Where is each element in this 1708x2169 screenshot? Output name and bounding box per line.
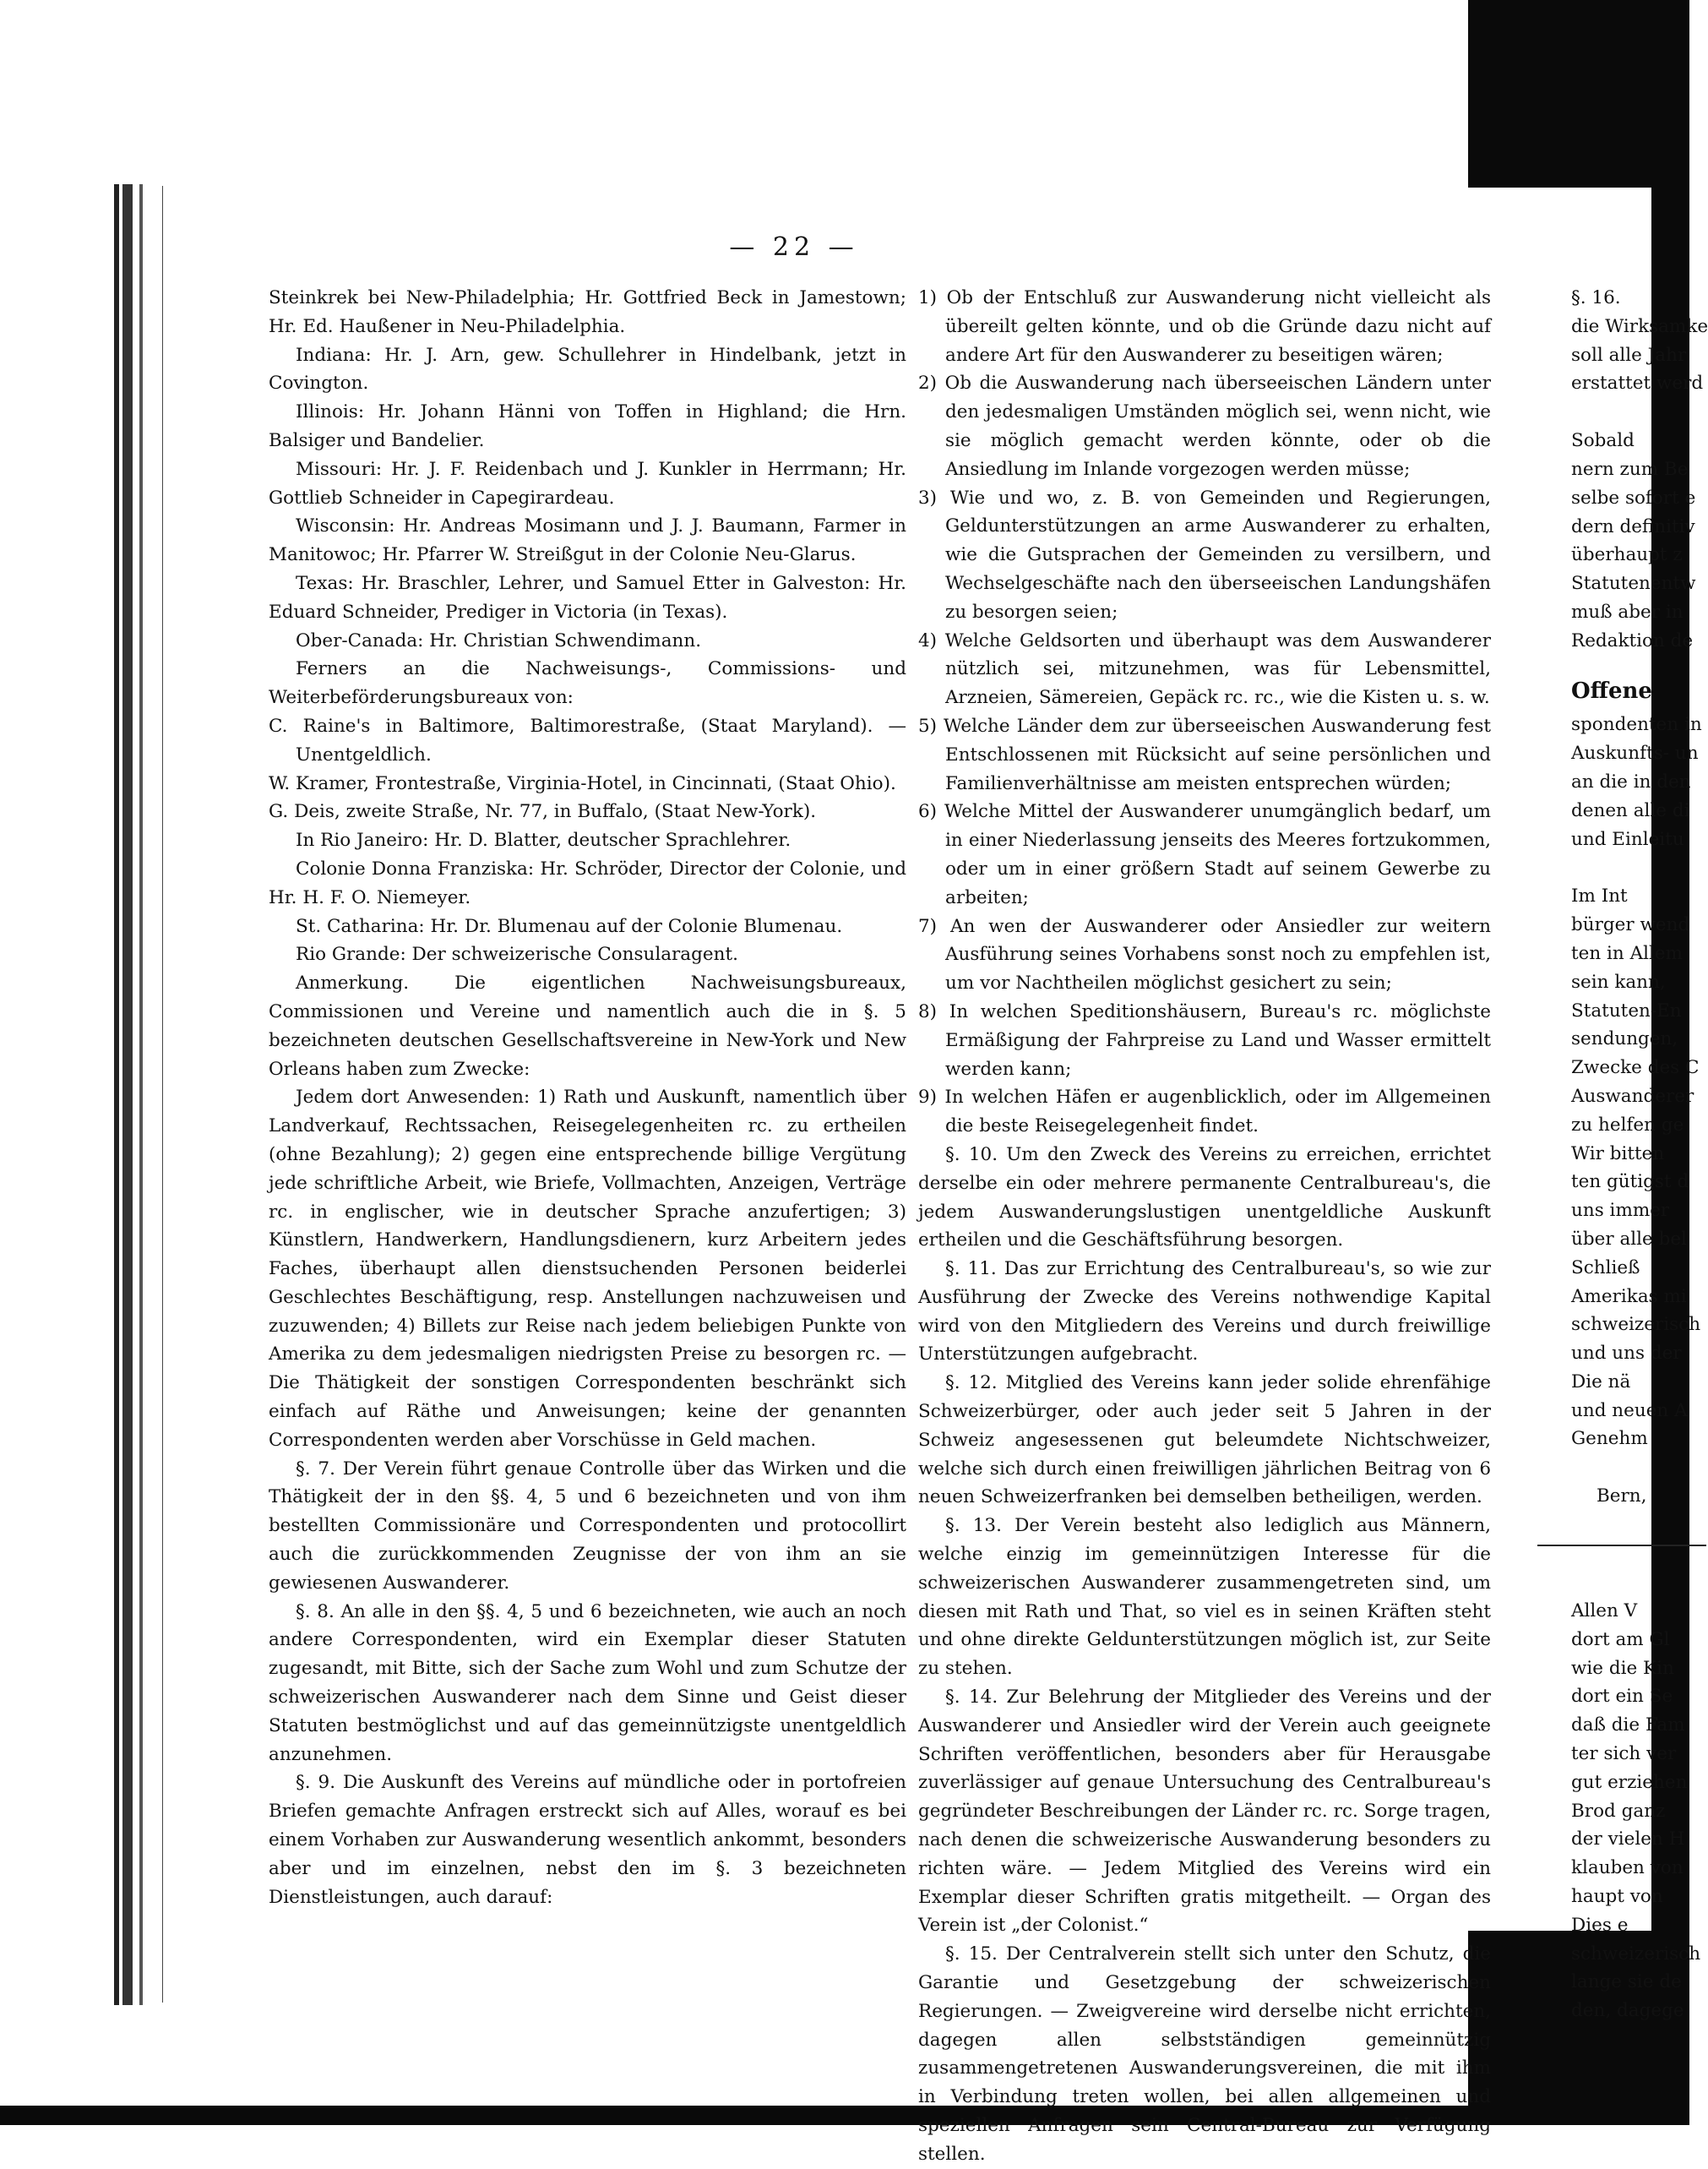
page-number: — 22 —: [729, 232, 859, 262]
paragraph: Colonie Donna Franziska: Hr. Schröder, Director der Colonie, und Hr. H. F. O. Niemeyer.: [269, 858, 906, 908]
text-line: den, dagege: [1571, 2000, 1684, 2022]
paragraph: C. Raine's in Baltimore, Baltimorestraße, (Staat Maryland). — Unentgeldlich.: [269, 715, 906, 766]
paragraph: Ober-Canada: Hr. Christian Schwendimann.: [296, 629, 702, 651]
paragraph: Ferners an die Nachweisungs-, Commissions- und Weiterbeförderungsbureaux von:: [269, 658, 906, 709]
text-line: schweizerisch: [1571, 1943, 1701, 1965]
paragraph: §. 13. Der Verein besteht also lediglich aus Männern, welche einzig im gemeinnützigen Interesse für die schweizerischen Auswanderer zusammengetreten sind, um diesen mit Rath und That, so viel es in seinen Kräften steht und ohne direkte Geldunterstützungen möglich ist, zur Seite zu stehen.: [918, 1515, 1491, 1680]
paragraph: §. 12. Mitglied des Vereins kann jeder solide ehrenfähige Schweizerbürger, oder auch jeder seit 5 Jahren in der Schweiz angesessenen gut beleumdete Nichtschweizer, welche sich durch einen freiwilligen jährlichen Beitrag von 6 neuen Schweizerfranken bei demselben betheiligen, werden.: [918, 1372, 1491, 1508]
paragraph: §. 11. Das zur Errichtung des Centralbureau's, so wie zur Ausführung der Zwecke des Vereins nothwendige Kapital wird von den Mitgliedern des Vereins und durch freiwillige Unterstützungen aufgebracht.: [918, 1258, 1491, 1365]
right-block-im-interesse: [1571, 882, 1701, 1453]
text-line: und uns der: [1571, 1343, 1682, 1365]
text-line: gut erziehen: [1571, 1771, 1688, 1793]
text-line: lange sie de: [1571, 1971, 1682, 1993]
paragraph: G. Deis, zweite Straße, Nr. 77, in Buffalo, (Staat New-York).: [269, 801, 817, 823]
paragraph: §. 15. Der Centralverein stellt sich unter den Schutz, die Garantie und Gesetzgebung der schweizerischen Regierungen. — Zweigvereine wird derselbe nicht errichten, dagegen allen selbstständigen gemeinnützig zusammengetretenen Auswanderungsvereinen, die mit ihm in Verbindung treten wollen, bei allen allgemeinen und speziellen Anfragen sein Central-Bureau zur Verfügung stellen.: [918, 1943, 1491, 2165]
paragraph: §. 8. An alle in den §§. 4, 5 und 6 bezeichneten, wie auch an noch andere Correspondenten, wird ein Exemplar dieser Statuten zugesandt, mit Bitte, sich der Sache zum Wohl und zum Schutze der schweizerischen Auswanderer nach dem Sinne und Geist dieser Statuten bestmöglichst und auf das gemeinnützigste unentgeldlich anzunehmen.: [269, 1600, 906, 1765]
paragraph: Missouri: Hr. J. F. Reidenbach und J. Kunkler in Herrmann; Hr. Gottlieb Schneider in Capegirardeau.: [269, 458, 906, 509]
text-line: Zwecke des C: [1571, 1057, 1700, 1079]
paragraph: W. Kramer, Frontestraße, Virginia-Hotel, in Cincinnati, (Staat Ohio).: [269, 772, 896, 794]
text-line: Im Int: [1571, 886, 1628, 907]
text-line: Dies e: [1571, 1914, 1629, 1936]
paragraph: Wisconsin: Hr. Andreas Mosimann und J. J. Baumann, Farmer in Manitowoc; Hr. Pfarrer W. Streißgut in der Colonie Neu-Glarus.: [269, 515, 906, 566]
paragraph: §. 7. Der Verein führt genaue Controlle über das Wirken und die Thätigkeit der in den §§. 4, 5 und 6 bezeichneten und von ihm bestellten Commissionäre und Correspondenten und protocollirt auch die zurückkommenden Zeugnisse der von ihm an sie gewiesenen Auswanderer.: [269, 1458, 906, 1594]
text-line: uns immer: [1571, 1200, 1670, 1222]
paragraph: 8) In welchen Speditionshäusern, Bureau's rc. möglichste Ermäßigung der Fahrpreise zu Land und Wasser ermittelt werden kann;: [918, 1000, 1491, 1080]
text-line: Die nä: [1571, 1371, 1631, 1392]
paragraph: Illinois: Hr. Johann Hänni von Toffen in Highland; die Hrn. Balsiger und Bandelier.: [269, 401, 906, 451]
text-line: ten in Allem: [1571, 942, 1683, 964]
text-line: ten gütigst d: [1571, 1171, 1689, 1193]
text-line: Amerikas mi: [1571, 1285, 1687, 1307]
text-line: über alle bel: [1571, 1228, 1687, 1250]
text-line: Sobald: [1571, 430, 1635, 452]
paragraph: Rio Grande: Der schweizerische Consularagent.: [296, 944, 738, 966]
right-block-spondenten: [1571, 711, 1702, 853]
text-line: Allen V: [1571, 1600, 1638, 1622]
paragraph: 4) Welche Geldsorten und überhaupt was dem Auswanderer nützlich sei, mitzunehmen, was für Lebensmittel, Arzneien, Sämereien, Gepäck rc. rc., wie die Kisten u. s. w.: [918, 629, 1491, 709]
text-line: der vielen H: [1571, 1828, 1685, 1850]
text-line: nern zum Be: [1571, 458, 1689, 480]
text-line: ter sich ver: [1571, 1743, 1677, 1765]
paragraph: St. Catharina: Hr. Dr. Blumenau auf der Colonie Blumenau.: [296, 915, 843, 937]
text-line: spondenten in: [1571, 714, 1702, 736]
left-text-column: [269, 284, 906, 1911]
paragraph: Texas: Hr. Braschler, Lehrer, und Samuel Etter in Galveston: Hr. Eduard Schneider, Prediger in Victoria (in Texas).: [269, 572, 906, 623]
text-line: dort ein Se: [1571, 1686, 1673, 1708]
text-line: sein kann,: [1571, 971, 1666, 993]
paragraph: §. 10. Um den Zweck des Vereins zu erreichen, errichtet derselbe ein oder mehrere permanente Centralbureau's, die jedem Auswanderungslustigen unentgeldliche Auskunft ertheilen und die Geschäftsführung besorgen.: [918, 1143, 1491, 1251]
paragraph: 2) Ob die Auswanderung nach überseeischen Ländern unter den jedesmaligen Umständen möglich sei, wenn nicht, wie sie möglich gemacht werden könnte, oder ob die Ansiedlung im Inlande vorgezogen werden müsse;: [918, 373, 1491, 480]
text-line: Redaktion de: [1571, 629, 1694, 651]
text-line: Brod ganz: [1571, 1800, 1666, 1822]
text-line: denen alle di: [1571, 799, 1690, 821]
page-edge: [162, 186, 163, 2003]
text-line: selbe sofort e: [1571, 487, 1696, 509]
text-line: wie die Kin: [1571, 1657, 1674, 1679]
right-block-allen: [1571, 1597, 1701, 2025]
paragraph: 5) Welche Länder dem zur überseeischen Auswanderung fest Entschlossenen mit Rücksicht auf seine persönlichen und Familienverhältnisse am meisten entsprechen würden;: [918, 715, 1491, 794]
text-line: Statuten-En: [1571, 1000, 1682, 1022]
text-line: Wir bitten: [1571, 1142, 1665, 1164]
middle-text-column: [918, 284, 1491, 2169]
paragraph: Anmerkung. Die eigentlichen Nachweisungsbureaux, Commissionen und Vereine und namentlich auch die in §. 5 bezeichneten deutschen Gesellschaftsvereine in New-York und New Orleans haben zum Zwecke:: [269, 973, 906, 1080]
paragraph: 3) Wie und wo, z. B. von Gemeinden und Regierungen, Geldunterstützungen an arme Auswanderer zu erhalten, wie die Gutsprachen der Gemeinden zu versilbern, und Wechselgeschäfte nach den überseeischen Landungshäfen zu besorgen seien;: [918, 487, 1491, 623]
paragraph: 9) In welchen Häfen er augenblicklich, oder im Allgemeinen die beste Reisegelegenheit findet.: [918, 1087, 1491, 1137]
text-line: muß aber in: [1571, 601, 1684, 623]
text-line: klauben von: [1571, 1857, 1684, 1879]
text-line: bürger wend: [1571, 914, 1690, 936]
right-separator-rule: [1537, 1545, 1706, 1546]
text-line: Genehm: [1571, 1428, 1648, 1450]
text-line: und Einleitu: [1571, 828, 1684, 850]
text-line: Auskunfts- un: [1571, 743, 1699, 765]
text-line: die Wirksamke: [1571, 315, 1708, 337]
text-line: schweizerisch: [1571, 1314, 1701, 1336]
paragraph: §. 9. Die Auskunft des Vereins auf mündliche oder in portofreien Briefen gemachte Anfragen erstreckt sich auf Alles, worauf es bei einem Vorhaben zur Auswanderung wesentlich ankommt, besonders aber und im einzelnen, nebst den im §. 3 bezeichneten Dienstleistungen, auch darauf:: [269, 1772, 906, 1908]
paragraph: 7) An wen der Auswanderer oder Ansiedler zur weitern Ausführung seines Vorhabens sonst noch zu empfehlen ist, um vor Nachtheilen möglichst gesichert zu sein;: [918, 915, 1491, 995]
paragraph: 1) Ob der Entschluß zur Auswanderung nicht vielleicht als übereilt gelten könnte, und ob die Gründe dazu nicht auf andere Art für den Auswanderer zu beseitigen wären;: [918, 287, 1491, 366]
text-line: Statutenentw: [1571, 573, 1696, 595]
paragraph: In Rio Janeiro: Hr. D. Blatter, deutscher Sprachlehrer.: [296, 830, 791, 852]
text-line: überhaupt z: [1571, 544, 1683, 566]
book-spine: [114, 184, 163, 2005]
text-line: an die in den: [1571, 771, 1691, 793]
right-text-column-cropped: [1571, 284, 1708, 2025]
text-line: §. 16.: [1571, 287, 1621, 308]
paragraph: Steinkrek bei New-Philadelphia; Hr. Gottfried Beck in Jamestown; Hr. Ed. Haußener in Neu-Philadelphia.: [269, 287, 906, 337]
text-line: haupt von: [1571, 1886, 1663, 1908]
text-line: zu helfen ge: [1571, 1114, 1684, 1136]
right-block-paragraph-16: [1571, 284, 1708, 398]
text-line: Auswanderer: [1571, 1085, 1694, 1107]
paragraph: 6) Welche Mittel der Auswanderer unumgänglich bedarf, um in einer Niederlassung jenseits des Meeres fortzukommen, oder um in einer größern Stadt auf seinem Gewerbe zu arbeiten;: [918, 801, 1491, 908]
right-heading-offene: Offene: [1571, 678, 1652, 704]
text-line: daß die Fam: [1571, 1714, 1685, 1736]
right-block-sobald: [1571, 427, 1696, 655]
text-line: soll alle Jahr: [1571, 344, 1687, 366]
text-line: Schließ: [1571, 1256, 1640, 1278]
paragraph: §. 14. Zur Belehrung der Mitglieder des Vereins und der Auswanderer und Ansiedler wird der Verein auch geeignete Schriften veröffentlichen, besonders aber für Herausgabe zuverlässiger auf genaue Untersuchung des Centralbureau's gegründeter Beschreibungen der Länder rc. rc. Sorge tragen, nach denen die schweizerische Auswanderung besonders zu richten wäre. — Jedem Mitglied des Vereins wird ein Exemplar dieser Schriften gratis mitgetheilt. — Organ des Verein ist „der Colonist.“: [918, 1687, 1491, 1937]
text-line: dern definitiv: [1571, 515, 1695, 537]
text-line: dort am Gl: [1571, 1628, 1670, 1650]
paragraph: Indiana: Hr. J. Arn, gew. Schullehrer in Hindelbank, jetzt in Covington.: [269, 344, 906, 395]
text-line: sendungen,: [1571, 1028, 1678, 1050]
right-signature-bern: Bern,: [1596, 1485, 1647, 1507]
text-line: erstattet werd: [1571, 373, 1704, 395]
paragraph: Jedem dort Anwesenden: 1) Rath und Auskunft, namentlich über Landverkauf, Rechtssachen, Reisegelegenheiten rc. zu ertheilen (ohne Bezahlung); 2) gegen eine entsprechende billige Vergütung jede schriftliche Arbeit, wie Briefe, Vollmachten, Anzeigen, Verträge rc. in englischer, wie in deutscher Sprache anzufertigen; 3) Künstlern, Handwerkern, Handlungsdienern, kurz Arbeitern jedes Faches, überhaupt allen dienstsuchenden Personen beiderlei Geschlechtes Beschäftigung, resp. Anstellungen nachzuweisen und zuzuwenden; 4) Billets zur Reise nach jedem beliebigen Punkte von Amerika zu dem jedesmaligen niedrigsten Preise zu besorgen rc. — Die Thätigkeit der sonstigen Correspondenten beschränkt sich einfach auf Räthe und Anweisungen; keine der genannten Correspondenten werden aber Vorschüsse in Geld machen.: [269, 1087, 906, 1451]
text-line: und neuen A: [1571, 1399, 1688, 1421]
